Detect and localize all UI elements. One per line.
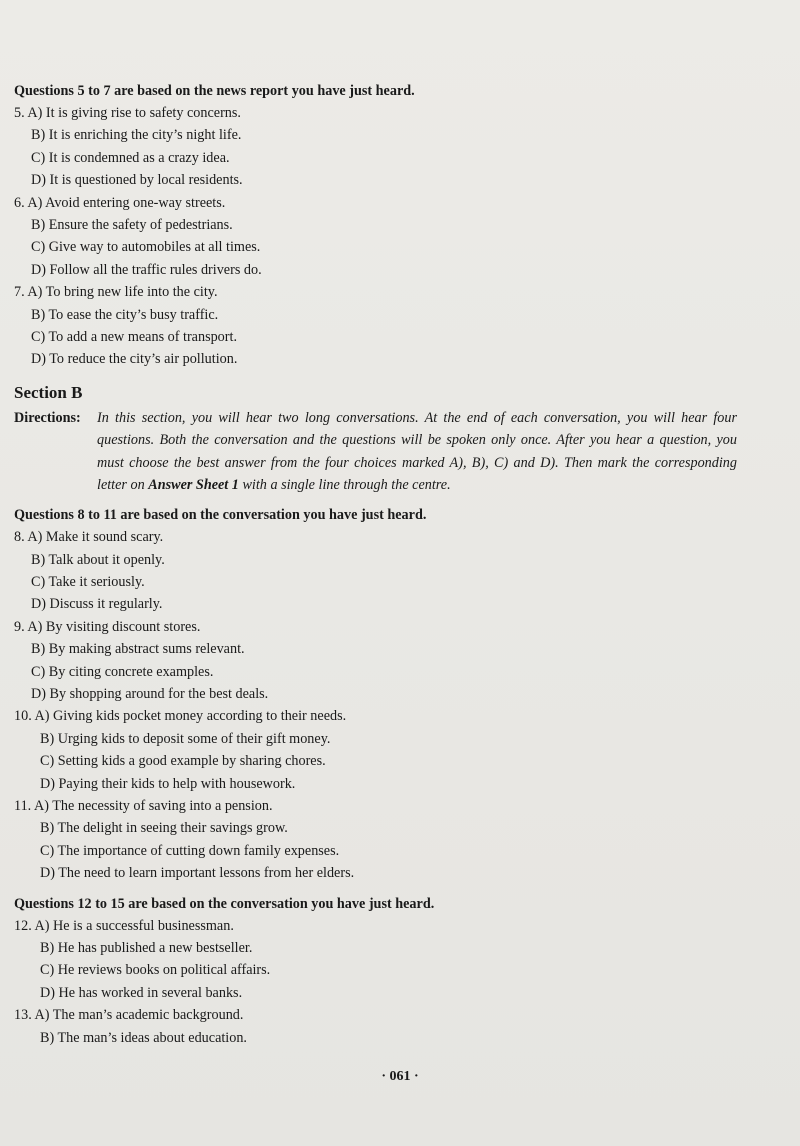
question-block-9 [14,616,784,706]
directions-body: In this section, you will hear two long conversations. At the end of each conversation, you will hear four questions. Both the conversation and the questions will be spoken only once. After you hear a question, you must choose the best answer from the four choices marked A), B), C) and D). Then mark the corresponding letter on [97,409,737,493]
question-8-option-b: B) Talk about it openly. [31,551,165,568]
question-block-8 [14,526,784,616]
question-9-option-a [14,616,784,638]
question-12-option-d: D) He has worked in several banks. [40,984,243,1001]
directions-tail: with a single line through the centre. [238,476,451,493]
directions-answer-sheet: Answer Sheet 1 [148,476,239,493]
option-text: A) Make it sound scary. [27,529,164,546]
option-text: A) It is giving rise to safety concerns. [27,105,241,121]
question-13-option-b: B) The man’s ideas about education. [40,1029,247,1046]
question-block-7 [14,281,784,371]
option-text: A) The man’s academic background. [34,1007,244,1024]
question-12-option-c: C) He reviews books on political affairs. [40,962,271,979]
question-13-option-a [14,1004,784,1026]
question-9-option-b: B) By making abstract sums relevant. [31,641,245,658]
question-9-option-d: D) By shopping around for the best deals. [31,686,269,703]
question-block-10 [14,705,784,795]
directions-label: Directions: [14,409,81,426]
question-number: 12. [14,917,32,934]
question-7-option-a [14,281,784,303]
question-9-option-c: C) By citing concrete examples. [31,663,214,680]
question-block-11 [14,795,784,885]
question-block-12 [14,915,784,1005]
option-text: A) Giving kids pocket money according to their needs. [34,708,347,725]
question-block-5 [14,102,784,192]
question-11-option-b: B) The delight in seeing their savings grow. [40,820,288,837]
directions [14,407,784,497]
question-5-option-a [14,102,784,124]
question-5-option-b: B) It is enriching the city’s night life. [31,127,242,144]
question-8-option-d: D) Discuss it regularly. [31,596,163,613]
question-6-option-a [14,192,784,214]
question-number: 7. [14,284,25,301]
option-text: A) The necessity of saving into a pension. [33,798,273,814]
question-10-option-d: D) Paying their kids to help with housework. [40,775,296,792]
option-text: A) He is a successful businessman. [34,917,234,934]
question-group-heading: Questions 8 to 11 are based on the conversation you have just heard. [14,507,427,524]
option-text: A) By visiting discount stores. [27,618,201,635]
question-number: 6. [14,194,25,211]
question-block-13 [14,1004,784,1049]
question-number: 5. [14,105,25,121]
question-10-option-b: B) Urging kids to deposit some of their gift money. [40,730,331,747]
question-group-heading: Questions 12 to 15 are based on the conversation you have just heard. [14,895,435,912]
question-group-heading: Questions 5 to 7 are based on the news report you have just heard. [14,83,415,99]
question-11-option-a [14,795,784,817]
question-number: 11. [14,798,32,814]
directions-text [97,407,737,497]
question-block-6 [14,192,784,282]
question-6-option-d: D) Follow all the traffic rules drivers do. [31,261,262,278]
option-text: A) To bring new life into the city. [27,284,218,301]
question-10-option-a [14,705,784,727]
question-12-option-a [14,915,784,937]
page-content [14,80,784,1049]
question-number: 8. [14,529,25,546]
question-11-option-d: D) The need to learn important lessons from her elders. [40,865,355,882]
question-number: 9. [14,618,25,635]
question-10-option-c: C) Setting kids a good example by sharing chores. [40,753,326,770]
question-number: 10. [14,708,32,725]
question-number: 13. [14,1007,32,1024]
question-11-option-c: C) The importance of cutting down family expenses. [40,842,340,859]
question-7-option-d: D) To reduce the city’s air pollution. [31,351,238,368]
question-12-option-b: B) He has published a new bestseller. [40,939,253,956]
question-7-option-b: B) To ease the city’s busy traffic. [31,306,219,323]
question-7-option-c: C) To add a new means of transport. [31,328,237,345]
question-8-option-c: C) Take it seriously. [31,574,145,591]
question-5-option-c: C) It is condemned as a crazy idea. [31,149,230,166]
page-number: · 061 · [381,1069,419,1084]
question-5-option-d: D) It is questioned by local residents. [31,172,243,189]
question-6-option-b: B) Ensure the safety of pedestrians. [31,216,233,233]
question-6-option-c: C) Give way to automobiles at all times. [31,239,261,256]
section-title: Section B [14,382,83,402]
option-text: A) Avoid entering one-way streets. [27,194,226,211]
question-8-option-a [14,526,784,548]
